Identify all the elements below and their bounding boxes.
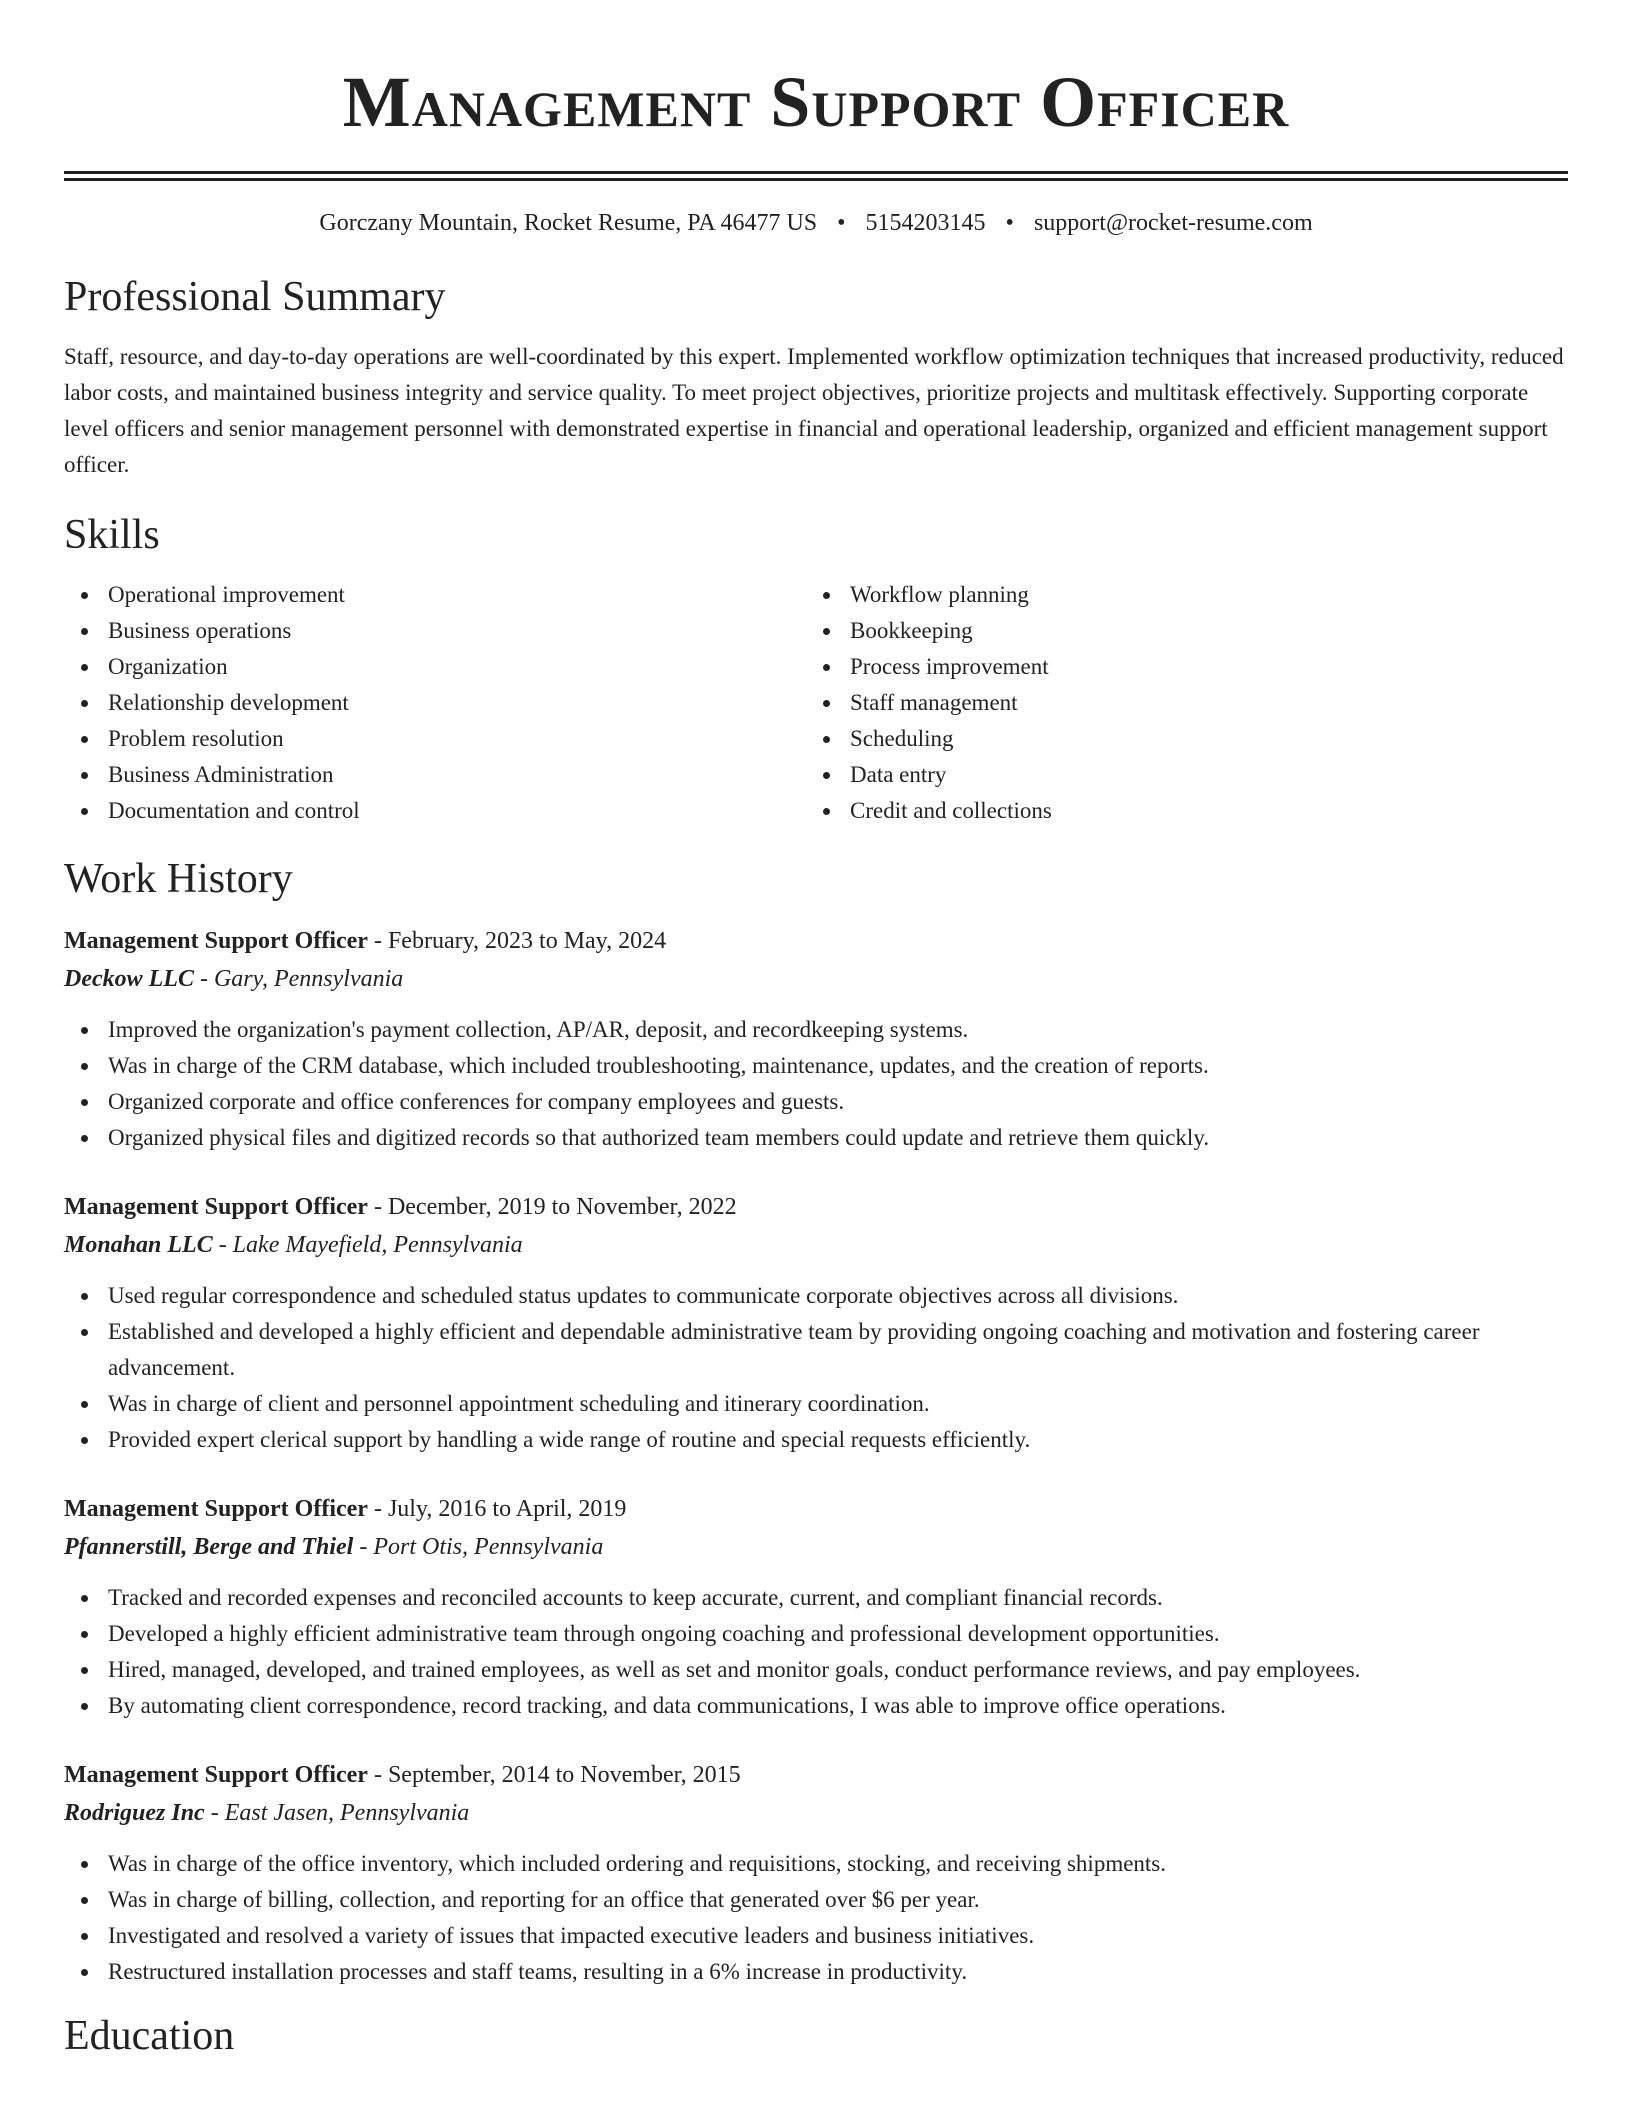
skill-item: Workflow planning [806, 577, 1548, 613]
contact-email: support@rocket-resume.com [1033, 210, 1313, 236]
summary-text: Staff, resource, and day-to-day operations are well-coordinated by this expert. Implemented workflow optimization techniques that increased productivity, reduced labor costs, and maintained business integrity and service quality. To meet project objectives, prioritize projects and multitask effectively. Supporting corporate level officers and senior management personnel with demonstrated expertise in financial and operational leadership, organized and efficient management support officer. [64, 344, 1564, 477]
skill-item: Process improvement [806, 649, 1548, 685]
title-double-rule [64, 171, 1568, 181]
job-bullet: Restructured installation processes and staff teams, resulting in a 6% increase in productivity. [64, 1954, 1568, 1990]
skill-item: Data entry [806, 757, 1548, 793]
job-entry [64, 1490, 1568, 1724]
job-bullet: By automating client correspondence, record tracking, and data communications, I was able to improve office operations. [64, 1688, 1568, 1724]
job-bullet: Tracked and recorded expenses and reconciled accounts to keep accurate, current, and compliant financial records. [64, 1580, 1568, 1616]
job-entry [64, 922, 1568, 1156]
job-bullet: Was in charge of the CRM database, which included troubleshooting, maintenance, updates, and the creation of reports. [64, 1048, 1568, 1084]
job-dates: - February, 2023 to May, 2024 [367, 928, 667, 954]
job-company-line [64, 1528, 1568, 1566]
job-bullet: Was in charge of client and personnel appointment scheduling and itinerary coordination. [64, 1386, 1568, 1422]
job-bullet: Established and developed a highly efficient and dependable administrative team by providing ongoing coaching and motivation and fostering career advancement. [64, 1314, 1568, 1386]
skill-item: Documentation and control [64, 793, 806, 829]
contact-phone: 5154203145 [865, 210, 986, 236]
job-role: Management Support Officer [64, 1762, 368, 1788]
resume-title: Management Support Officer [342, 62, 1290, 142]
job-title-line [64, 922, 1568, 960]
job-company-line [64, 960, 1568, 998]
job-title-line [64, 1188, 1568, 1226]
job-company: Rodriguez Inc [64, 1800, 205, 1826]
job-company: Deckow LLC [64, 966, 194, 992]
skills-columns [64, 577, 1568, 829]
skill-item: Business Administration [64, 757, 806, 793]
bullet-separator: • [837, 210, 846, 236]
job-bullets [64, 1278, 1568, 1458]
job-company: Pfannerstill, Berge and Thiel [64, 1534, 354, 1560]
job-bullet: Organized corporate and office conferences for company employees and guests. [64, 1084, 1568, 1120]
job-bullets [64, 1012, 1568, 1156]
job-bullet: Developed a highly efficient administrative team through ongoing coaching and professional development opportunities. [64, 1616, 1568, 1652]
skill-item: Relationship development [64, 685, 806, 721]
job-dates: - December, 2019 to November, 2022 [367, 1194, 737, 1220]
job-dates: - July, 2016 to April, 2019 [367, 1496, 627, 1522]
job-company-line [64, 1794, 1568, 1832]
job-bullets [64, 1846, 1568, 1990]
job-bullets [64, 1580, 1568, 1724]
job-entry [64, 1756, 1568, 1990]
skill-item: Problem resolution [64, 721, 806, 757]
job-bullet: Was in charge of billing, collection, and reporting for an office that generated over $6 per year. [64, 1882, 1568, 1918]
job-location: - Lake Mayefield, Pennsylvania [212, 1232, 523, 1258]
job-bullet: Used regular correspondence and scheduled status updates to communicate corporate objectives across all divisions. [64, 1278, 1568, 1314]
skill-item: Bookkeeping [806, 613, 1548, 649]
skill-item: Credit and collections [806, 793, 1548, 829]
skills-left-list [64, 577, 806, 829]
job-company: Monahan LLC [64, 1232, 213, 1258]
skills-heading: Skills [64, 512, 160, 558]
skill-item: Scheduling [806, 721, 1548, 757]
job-bullet: Was in charge of the office inventory, which included ordering and requisitions, stocking, and receiving shipments. [64, 1846, 1568, 1882]
bullet-separator: • [1005, 210, 1014, 236]
job-company-line [64, 1226, 1568, 1264]
job-role: Management Support Officer [64, 1194, 368, 1220]
skill-item: Operational improvement [64, 577, 806, 613]
job-bullet: Hired, managed, developed, and trained employees, as well as set and monitor goals, conduct performance reviews, and pay employees. [64, 1652, 1568, 1688]
skill-item: Business operations [64, 613, 806, 649]
job-location: - East Jasen, Pennsylvania [204, 1800, 470, 1826]
job-role: Management Support Officer [64, 1496, 368, 1522]
job-bullet: Organized physical files and digitized records so that authorized team members could update and retrieve them quickly. [64, 1120, 1568, 1156]
job-title-line [64, 1490, 1568, 1528]
skills-right-list [806, 577, 1548, 829]
job-bullet: Improved the organization's payment collection, AP/AR, deposit, and recordkeeping systems. [64, 1012, 1568, 1048]
contact-line [64, 207, 1568, 239]
resume-page [64, 0, 1568, 2062]
contact-address: Gorczany Mountain, Rocket Resume, PA 46477 US [319, 210, 818, 236]
job-dates: - September, 2014 to November, 2015 [367, 1762, 741, 1788]
job-entry [64, 1188, 1568, 1458]
summary-heading: Professional Summary [64, 274, 446, 320]
education-heading: Education [64, 2013, 235, 2059]
job-title-line [64, 1756, 1568, 1794]
skill-item: Organization [64, 649, 806, 685]
job-bullet: Provided expert clerical support by handling a wide range of routine and special requests efficiently. [64, 1422, 1568, 1458]
job-role: Management Support Officer [64, 928, 368, 954]
job-location: - Port Otis, Pennsylvania [353, 1534, 604, 1560]
skill-item: Staff management [806, 685, 1548, 721]
job-location: - Gary, Pennsylvania [193, 966, 404, 992]
work-history-heading: Work History [64, 856, 293, 902]
job-bullet: Investigated and resolved a variety of issues that impacted executive leaders and business initiatives. [64, 1918, 1568, 1954]
